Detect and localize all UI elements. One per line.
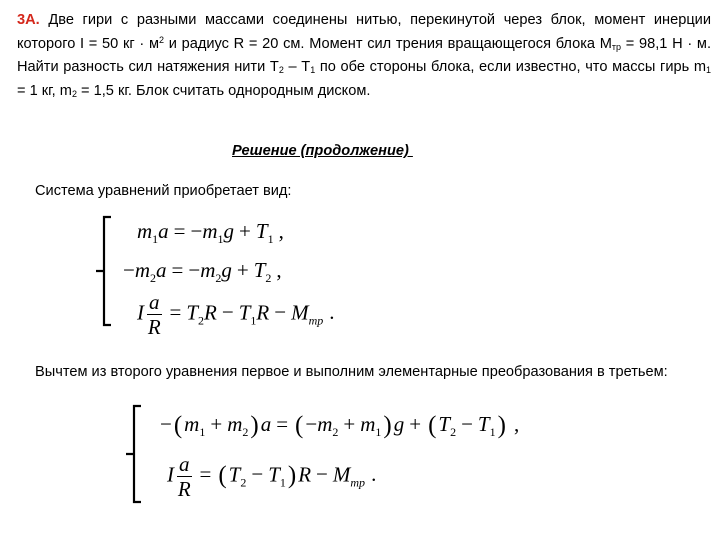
fraction-a-over-r: $\frac{a}{R}$ <box>177 452 191 502</box>
equation-2: $-m_2a = -m_2g + T_2$ , <box>123 258 282 285</box>
equation-1: $m_1a = -m_1g + T_1$ , <box>137 219 284 246</box>
paragraph-system: Система уравнений приобретает вид: <box>35 183 292 199</box>
system-brace-1 <box>94 215 114 327</box>
system-brace-2 <box>124 404 144 504</box>
paragraph-subtract: Вычтем из второго уравнения первое и выполним элементарные преобразования в третьем: <box>35 364 668 380</box>
problem-number: 3А. <box>17 12 40 28</box>
equation-3: I $\frac{a}{R}$ = $T_2R - T_1R - M_{тр}$ . <box>137 290 335 340</box>
fraction-a-over-r: $\frac{a}{R}$ <box>147 290 161 340</box>
equation-5: I $\frac{a}{R}$ = $(T_2 - T_1)R - M_{тр}$ . <box>167 452 377 502</box>
equation-4: $-(m_1 + m_2)a = (-m_2 + m_1)g + (T_2 - T_1)$ , <box>160 412 520 439</box>
solution-heading: Решение (продолжение) <box>232 143 413 159</box>
problem-statement: 3А. Две гири с разными массами соединены нитью, перекинутой через блок, момент инерции которого I = 50 кг · $м^2$ и радиус R = 20 см. Момент сил трения вращающегося блока $М_{тр} = 98,1$ Н · м. Найти разность сил натяжения нити $Т_2 - Т_1$ по обе стороны блока, если известно, что массы гирь $m_1 = 1$ кг, $m_2 = 1,5$ кг. Блок считать однородным диском. <box>17 12 712 99</box>
